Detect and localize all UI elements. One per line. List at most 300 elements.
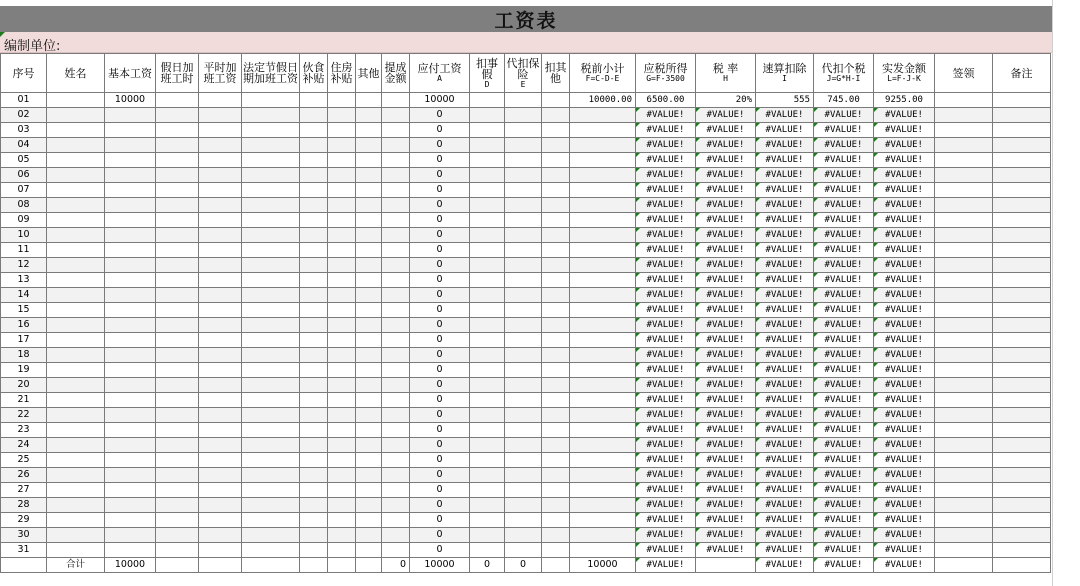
tax-rate-cell[interactable]: #VALUE! bbox=[696, 333, 756, 348]
overtime-pay-cell[interactable] bbox=[199, 348, 242, 363]
statutory-overtime-cell[interactable] bbox=[242, 273, 300, 288]
income-tax-cell[interactable]: #VALUE! bbox=[814, 333, 874, 348]
totals-meal-allowance-cell[interactable] bbox=[300, 558, 328, 573]
housing-allowance-cell[interactable] bbox=[328, 363, 356, 378]
insurance-cell[interactable] bbox=[505, 483, 542, 498]
name-cell[interactable] bbox=[47, 228, 105, 243]
quick-deduction-cell[interactable]: #VALUE! bbox=[756, 213, 814, 228]
commission-cell[interactable] bbox=[382, 183, 410, 198]
other-cell[interactable] bbox=[356, 183, 382, 198]
other-cell[interactable] bbox=[356, 168, 382, 183]
holiday-hours-cell[interactable] bbox=[156, 93, 199, 108]
insurance-cell[interactable] bbox=[505, 213, 542, 228]
signature-cell[interactable] bbox=[935, 363, 993, 378]
pretax-cell[interactable] bbox=[570, 378, 636, 393]
quick-deduction-cell[interactable]: #VALUE! bbox=[756, 273, 814, 288]
payable-cell[interactable]: 0 bbox=[410, 423, 470, 438]
other-cell[interactable] bbox=[356, 378, 382, 393]
taxable-cell[interactable]: #VALUE! bbox=[636, 288, 696, 303]
leave-deduction-cell[interactable] bbox=[470, 288, 505, 303]
tax-rate-cell[interactable]: #VALUE! bbox=[696, 288, 756, 303]
net-pay-cell[interactable]: #VALUE! bbox=[874, 198, 935, 213]
taxable-cell[interactable]: 6500.00 bbox=[636, 93, 696, 108]
seq-cell[interactable]: 13 bbox=[1, 273, 47, 288]
base-salary-cell[interactable] bbox=[105, 108, 156, 123]
taxable-cell[interactable]: #VALUE! bbox=[636, 333, 696, 348]
tax-rate-cell[interactable]: #VALUE! bbox=[696, 498, 756, 513]
income-tax-cell[interactable]: #VALUE! bbox=[814, 273, 874, 288]
pretax-cell[interactable] bbox=[570, 288, 636, 303]
housing-allowance-cell[interactable] bbox=[328, 408, 356, 423]
seq-cell[interactable]: 20 bbox=[1, 378, 47, 393]
insurance-cell[interactable] bbox=[505, 228, 542, 243]
leave-deduction-cell[interactable] bbox=[470, 123, 505, 138]
commission-cell[interactable] bbox=[382, 228, 410, 243]
seq-cell[interactable]: 01 bbox=[1, 93, 47, 108]
net-pay-cell[interactable]: #VALUE! bbox=[874, 498, 935, 513]
totals-other-deduction-cell[interactable] bbox=[542, 558, 570, 573]
meal-allowance-cell[interactable] bbox=[300, 333, 328, 348]
meal-allowance-cell[interactable] bbox=[300, 363, 328, 378]
taxable-cell[interactable]: #VALUE! bbox=[636, 483, 696, 498]
housing-allowance-cell[interactable] bbox=[328, 348, 356, 363]
tax-rate-cell[interactable]: #VALUE! bbox=[696, 258, 756, 273]
insurance-cell[interactable] bbox=[505, 438, 542, 453]
housing-allowance-cell[interactable] bbox=[328, 243, 356, 258]
leave-deduction-cell[interactable] bbox=[470, 243, 505, 258]
seq-cell[interactable]: 22 bbox=[1, 408, 47, 423]
quick-deduction-cell[interactable]: #VALUE! bbox=[756, 513, 814, 528]
leave-deduction-cell[interactable] bbox=[470, 333, 505, 348]
meal-allowance-cell[interactable] bbox=[300, 138, 328, 153]
other-cell[interactable] bbox=[356, 318, 382, 333]
leave-deduction-cell[interactable] bbox=[470, 423, 505, 438]
other-cell[interactable] bbox=[356, 348, 382, 363]
totals-other-cell[interactable] bbox=[356, 558, 382, 573]
pretax-cell[interactable] bbox=[570, 438, 636, 453]
insurance-cell[interactable] bbox=[505, 498, 542, 513]
income-tax-cell[interactable]: #VALUE! bbox=[814, 363, 874, 378]
holiday-hours-cell[interactable] bbox=[156, 138, 199, 153]
pretax-cell[interactable] bbox=[570, 123, 636, 138]
income-tax-cell[interactable]: #VALUE! bbox=[814, 438, 874, 453]
signature-cell[interactable] bbox=[935, 258, 993, 273]
net-pay-cell[interactable]: #VALUE! bbox=[874, 258, 935, 273]
pretax-cell[interactable] bbox=[570, 513, 636, 528]
totals-income-tax-cell[interactable]: #VALUE! bbox=[814, 558, 874, 573]
name-cell[interactable] bbox=[47, 453, 105, 468]
base-salary-cell[interactable] bbox=[105, 288, 156, 303]
other-cell[interactable] bbox=[356, 288, 382, 303]
insurance-cell[interactable] bbox=[505, 123, 542, 138]
holiday-hours-cell[interactable] bbox=[156, 528, 199, 543]
tax-rate-cell[interactable]: #VALUE! bbox=[696, 228, 756, 243]
payable-cell[interactable]: 0 bbox=[410, 528, 470, 543]
taxable-cell[interactable]: #VALUE! bbox=[636, 498, 696, 513]
commission-cell[interactable] bbox=[382, 468, 410, 483]
holiday-hours-cell[interactable] bbox=[156, 468, 199, 483]
payable-cell[interactable]: 0 bbox=[410, 483, 470, 498]
payable-cell[interactable]: 10000 bbox=[410, 93, 470, 108]
taxable-cell[interactable]: #VALUE! bbox=[636, 228, 696, 243]
base-salary-cell[interactable] bbox=[105, 273, 156, 288]
insurance-cell[interactable] bbox=[505, 108, 542, 123]
meal-allowance-cell[interactable] bbox=[300, 183, 328, 198]
net-pay-cell[interactable]: #VALUE! bbox=[874, 423, 935, 438]
income-tax-cell[interactable]: #VALUE! bbox=[814, 423, 874, 438]
other-deduction-cell[interactable] bbox=[542, 138, 570, 153]
commission-cell[interactable] bbox=[382, 288, 410, 303]
taxable-cell[interactable]: #VALUE! bbox=[636, 318, 696, 333]
tax-rate-cell[interactable]: #VALUE! bbox=[696, 423, 756, 438]
payable-cell[interactable]: 0 bbox=[410, 453, 470, 468]
housing-allowance-cell[interactable] bbox=[328, 153, 356, 168]
housing-allowance-cell[interactable] bbox=[328, 333, 356, 348]
signature-cell[interactable] bbox=[935, 393, 993, 408]
payable-cell[interactable]: 0 bbox=[410, 333, 470, 348]
income-tax-cell[interactable]: #VALUE! bbox=[814, 213, 874, 228]
totals-seq-cell[interactable] bbox=[1, 558, 47, 573]
net-pay-cell[interactable]: #VALUE! bbox=[874, 288, 935, 303]
pretax-cell[interactable] bbox=[570, 258, 636, 273]
payable-cell[interactable]: 0 bbox=[410, 288, 470, 303]
leave-deduction-cell[interactable] bbox=[470, 363, 505, 378]
housing-allowance-cell[interactable] bbox=[328, 273, 356, 288]
housing-allowance-cell[interactable] bbox=[328, 228, 356, 243]
unit-cell[interactable] bbox=[0, 32, 1052, 53]
quick-deduction-cell[interactable]: #VALUE! bbox=[756, 303, 814, 318]
housing-allowance-cell[interactable] bbox=[328, 438, 356, 453]
statutory-overtime-cell[interactable] bbox=[242, 393, 300, 408]
holiday-hours-cell[interactable] bbox=[156, 258, 199, 273]
other-deduction-cell[interactable] bbox=[542, 318, 570, 333]
leave-deduction-cell[interactable] bbox=[470, 453, 505, 468]
pretax-cell[interactable] bbox=[570, 498, 636, 513]
meal-allowance-cell[interactable] bbox=[300, 213, 328, 228]
pretax-cell[interactable] bbox=[570, 333, 636, 348]
statutory-overtime-cell[interactable] bbox=[242, 468, 300, 483]
net-pay-cell[interactable]: 9255.00 bbox=[874, 93, 935, 108]
pretax-cell[interactable] bbox=[570, 273, 636, 288]
housing-allowance-cell[interactable] bbox=[328, 423, 356, 438]
leave-deduction-cell[interactable] bbox=[470, 468, 505, 483]
leave-deduction-cell[interactable] bbox=[470, 318, 505, 333]
overtime-pay-cell[interactable] bbox=[199, 123, 242, 138]
name-cell[interactable] bbox=[47, 363, 105, 378]
seq-cell[interactable]: 30 bbox=[1, 528, 47, 543]
taxable-cell[interactable]: #VALUE! bbox=[636, 198, 696, 213]
name-cell[interactable] bbox=[47, 303, 105, 318]
signature-cell[interactable] bbox=[935, 348, 993, 363]
leave-deduction-cell[interactable] bbox=[470, 378, 505, 393]
holiday-hours-cell[interactable] bbox=[156, 513, 199, 528]
name-cell[interactable] bbox=[47, 153, 105, 168]
statutory-overtime-cell[interactable] bbox=[242, 258, 300, 273]
commission-cell[interactable] bbox=[382, 438, 410, 453]
statutory-overtime-cell[interactable] bbox=[242, 378, 300, 393]
income-tax-cell[interactable]: #VALUE! bbox=[814, 198, 874, 213]
base-salary-cell[interactable] bbox=[105, 543, 156, 558]
totals-signature-cell[interactable] bbox=[935, 558, 993, 573]
base-salary-cell[interactable] bbox=[105, 183, 156, 198]
quick-deduction-cell[interactable]: #VALUE! bbox=[756, 483, 814, 498]
remarks-cell[interactable] bbox=[993, 198, 1051, 213]
payable-cell[interactable]: 0 bbox=[410, 363, 470, 378]
holiday-hours-cell[interactable] bbox=[156, 183, 199, 198]
seq-cell[interactable]: 10 bbox=[1, 228, 47, 243]
net-pay-cell[interactable]: #VALUE! bbox=[874, 408, 935, 423]
meal-allowance-cell[interactable] bbox=[300, 423, 328, 438]
quick-deduction-cell[interactable]: #VALUE! bbox=[756, 528, 814, 543]
other-deduction-cell[interactable] bbox=[542, 543, 570, 558]
name-cell[interactable] bbox=[47, 528, 105, 543]
leave-deduction-cell[interactable] bbox=[470, 528, 505, 543]
tax-rate-cell[interactable]: #VALUE! bbox=[696, 528, 756, 543]
title-cell[interactable] bbox=[0, 6, 1052, 33]
statutory-overtime-cell[interactable] bbox=[242, 228, 300, 243]
insurance-cell[interactable] bbox=[505, 168, 542, 183]
payable-cell[interactable]: 0 bbox=[410, 138, 470, 153]
name-cell[interactable] bbox=[47, 348, 105, 363]
other-cell[interactable] bbox=[356, 198, 382, 213]
leave-deduction-cell[interactable] bbox=[470, 258, 505, 273]
holiday-hours-cell[interactable] bbox=[156, 393, 199, 408]
totals-statutory-overtime-cell[interactable] bbox=[242, 558, 300, 573]
holiday-hours-cell[interactable] bbox=[156, 108, 199, 123]
seq-cell[interactable]: 15 bbox=[1, 303, 47, 318]
other-deduction-cell[interactable] bbox=[542, 438, 570, 453]
holiday-hours-cell[interactable] bbox=[156, 333, 199, 348]
tax-rate-cell[interactable]: #VALUE! bbox=[696, 513, 756, 528]
tax-rate-cell[interactable]: #VALUE! bbox=[696, 303, 756, 318]
quick-deduction-cell[interactable]: #VALUE! bbox=[756, 183, 814, 198]
housing-allowance-cell[interactable] bbox=[328, 123, 356, 138]
meal-allowance-cell[interactable] bbox=[300, 393, 328, 408]
signature-cell[interactable] bbox=[935, 453, 993, 468]
seq-cell[interactable]: 05 bbox=[1, 153, 47, 168]
commission-cell[interactable] bbox=[382, 528, 410, 543]
commission-cell[interactable] bbox=[382, 213, 410, 228]
pretax-cell[interactable] bbox=[570, 228, 636, 243]
column-header[interactable] bbox=[696, 54, 756, 93]
income-tax-cell[interactable]: #VALUE! bbox=[814, 108, 874, 123]
overtime-pay-cell[interactable] bbox=[199, 378, 242, 393]
statutory-overtime-cell[interactable] bbox=[242, 198, 300, 213]
overtime-pay-cell[interactable] bbox=[199, 333, 242, 348]
leave-deduction-cell[interactable] bbox=[470, 498, 505, 513]
seq-cell[interactable]: 14 bbox=[1, 288, 47, 303]
commission-cell[interactable] bbox=[382, 543, 410, 558]
leave-deduction-cell[interactable] bbox=[470, 483, 505, 498]
tax-rate-cell[interactable]: #VALUE! bbox=[696, 408, 756, 423]
holiday-hours-cell[interactable] bbox=[156, 153, 199, 168]
seq-cell[interactable]: 16 bbox=[1, 318, 47, 333]
insurance-cell[interactable] bbox=[505, 258, 542, 273]
base-salary-cell[interactable] bbox=[105, 168, 156, 183]
signature-cell[interactable] bbox=[935, 513, 993, 528]
statutory-overtime-cell[interactable] bbox=[242, 528, 300, 543]
signature-cell[interactable] bbox=[935, 543, 993, 558]
statutory-overtime-cell[interactable] bbox=[242, 543, 300, 558]
insurance-cell[interactable] bbox=[505, 288, 542, 303]
pretax-cell[interactable] bbox=[570, 318, 636, 333]
taxable-cell[interactable]: #VALUE! bbox=[636, 513, 696, 528]
income-tax-cell[interactable]: 745.00 bbox=[814, 93, 874, 108]
quick-deduction-cell[interactable]: #VALUE! bbox=[756, 288, 814, 303]
payable-cell[interactable]: 0 bbox=[410, 213, 470, 228]
pretax-cell[interactable] bbox=[570, 198, 636, 213]
insurance-cell[interactable] bbox=[505, 333, 542, 348]
signature-cell[interactable] bbox=[935, 303, 993, 318]
meal-allowance-cell[interactable] bbox=[300, 528, 328, 543]
payable-cell[interactable]: 0 bbox=[410, 183, 470, 198]
base-salary-cell[interactable] bbox=[105, 198, 156, 213]
payable-cell[interactable]: 0 bbox=[410, 303, 470, 318]
payable-cell[interactable]: 0 bbox=[410, 543, 470, 558]
housing-allowance-cell[interactable] bbox=[328, 528, 356, 543]
quick-deduction-cell[interactable]: #VALUE! bbox=[756, 348, 814, 363]
meal-allowance-cell[interactable] bbox=[300, 123, 328, 138]
totals-commission-cell[interactable]: 0 bbox=[382, 558, 410, 573]
insurance-cell[interactable] bbox=[505, 378, 542, 393]
income-tax-cell[interactable]: #VALUE! bbox=[814, 483, 874, 498]
meal-allowance-cell[interactable] bbox=[300, 498, 328, 513]
other-deduction-cell[interactable] bbox=[542, 213, 570, 228]
payable-cell[interactable]: 0 bbox=[410, 408, 470, 423]
signature-cell[interactable] bbox=[935, 138, 993, 153]
leave-deduction-cell[interactable] bbox=[470, 438, 505, 453]
holiday-hours-cell[interactable] bbox=[156, 213, 199, 228]
other-deduction-cell[interactable] bbox=[542, 408, 570, 423]
base-salary-cell[interactable]: 10000 bbox=[105, 93, 156, 108]
column-header[interactable] bbox=[814, 54, 874, 93]
income-tax-cell[interactable]: #VALUE! bbox=[814, 408, 874, 423]
holiday-hours-cell[interactable] bbox=[156, 318, 199, 333]
totals-insurance-cell[interactable]: 0 bbox=[505, 558, 542, 573]
taxable-cell[interactable]: #VALUE! bbox=[636, 153, 696, 168]
seq-cell[interactable]: 03 bbox=[1, 123, 47, 138]
quick-deduction-cell[interactable]: #VALUE! bbox=[756, 198, 814, 213]
net-pay-cell[interactable]: #VALUE! bbox=[874, 108, 935, 123]
remarks-cell[interactable] bbox=[993, 498, 1051, 513]
net-pay-cell[interactable]: #VALUE! bbox=[874, 243, 935, 258]
quick-deduction-cell[interactable]: #VALUE! bbox=[756, 153, 814, 168]
net-pay-cell[interactable]: #VALUE! bbox=[874, 228, 935, 243]
other-cell[interactable] bbox=[356, 108, 382, 123]
insurance-cell[interactable] bbox=[505, 183, 542, 198]
signature-cell[interactable] bbox=[935, 228, 993, 243]
remarks-cell[interactable] bbox=[993, 453, 1051, 468]
seq-cell[interactable]: 23 bbox=[1, 423, 47, 438]
overtime-pay-cell[interactable] bbox=[199, 498, 242, 513]
other-cell[interactable] bbox=[356, 498, 382, 513]
income-tax-cell[interactable]: #VALUE! bbox=[814, 243, 874, 258]
leave-deduction-cell[interactable] bbox=[470, 153, 505, 168]
meal-allowance-cell[interactable] bbox=[300, 273, 328, 288]
totals-quick-deduction-cell[interactable]: #VALUE! bbox=[756, 558, 814, 573]
base-salary-cell[interactable] bbox=[105, 153, 156, 168]
net-pay-cell[interactable]: #VALUE! bbox=[874, 318, 935, 333]
leave-deduction-cell[interactable] bbox=[470, 183, 505, 198]
income-tax-cell[interactable]: #VALUE! bbox=[814, 348, 874, 363]
commission-cell[interactable] bbox=[382, 273, 410, 288]
overtime-pay-cell[interactable] bbox=[199, 108, 242, 123]
seq-cell[interactable]: 06 bbox=[1, 168, 47, 183]
taxable-cell[interactable]: #VALUE! bbox=[636, 168, 696, 183]
seq-cell[interactable]: 17 bbox=[1, 333, 47, 348]
payable-cell[interactable]: 0 bbox=[410, 153, 470, 168]
base-salary-cell[interactable] bbox=[105, 498, 156, 513]
holiday-hours-cell[interactable] bbox=[156, 348, 199, 363]
taxable-cell[interactable]: #VALUE! bbox=[636, 213, 696, 228]
overtime-pay-cell[interactable] bbox=[199, 303, 242, 318]
column-header[interactable] bbox=[505, 54, 542, 93]
commission-cell[interactable] bbox=[382, 108, 410, 123]
tax-rate-cell[interactable]: #VALUE! bbox=[696, 468, 756, 483]
quick-deduction-cell[interactable]: #VALUE! bbox=[756, 258, 814, 273]
base-salary-cell[interactable] bbox=[105, 348, 156, 363]
remarks-cell[interactable] bbox=[993, 303, 1051, 318]
net-pay-cell[interactable]: #VALUE! bbox=[874, 138, 935, 153]
other-deduction-cell[interactable] bbox=[542, 393, 570, 408]
name-cell[interactable] bbox=[47, 138, 105, 153]
other-deduction-cell[interactable] bbox=[542, 93, 570, 108]
totals-tax-rate-cell[interactable] bbox=[696, 558, 756, 573]
overtime-pay-cell[interactable] bbox=[199, 483, 242, 498]
holiday-hours-cell[interactable] bbox=[156, 378, 199, 393]
taxable-cell[interactable]: #VALUE! bbox=[636, 258, 696, 273]
leave-deduction-cell[interactable] bbox=[470, 108, 505, 123]
taxable-cell[interactable]: #VALUE! bbox=[636, 393, 696, 408]
net-pay-cell[interactable]: #VALUE! bbox=[874, 513, 935, 528]
signature-cell[interactable] bbox=[935, 288, 993, 303]
other-deduction-cell[interactable] bbox=[542, 453, 570, 468]
overtime-pay-cell[interactable] bbox=[199, 363, 242, 378]
other-deduction-cell[interactable] bbox=[542, 378, 570, 393]
holiday-hours-cell[interactable] bbox=[156, 168, 199, 183]
quick-deduction-cell[interactable]: #VALUE! bbox=[756, 228, 814, 243]
taxable-cell[interactable]: #VALUE! bbox=[636, 378, 696, 393]
net-pay-cell[interactable]: #VALUE! bbox=[874, 168, 935, 183]
signature-cell[interactable] bbox=[935, 108, 993, 123]
commission-cell[interactable] bbox=[382, 243, 410, 258]
base-salary-cell[interactable] bbox=[105, 513, 156, 528]
meal-allowance-cell[interactable] bbox=[300, 288, 328, 303]
quick-deduction-cell[interactable]: #VALUE! bbox=[756, 138, 814, 153]
totals-holiday-hours-cell[interactable] bbox=[156, 558, 199, 573]
other-cell[interactable] bbox=[356, 543, 382, 558]
other-cell[interactable] bbox=[356, 363, 382, 378]
taxable-cell[interactable]: #VALUE! bbox=[636, 453, 696, 468]
commission-cell[interactable] bbox=[382, 393, 410, 408]
holiday-hours-cell[interactable] bbox=[156, 243, 199, 258]
tax-rate-cell[interactable]: #VALUE! bbox=[696, 198, 756, 213]
totals-base-salary-cell[interactable]: 10000 bbox=[105, 558, 156, 573]
insurance-cell[interactable] bbox=[505, 198, 542, 213]
meal-allowance-cell[interactable] bbox=[300, 243, 328, 258]
other-cell[interactable] bbox=[356, 423, 382, 438]
remarks-cell[interactable] bbox=[993, 153, 1051, 168]
leave-deduction-cell[interactable] bbox=[470, 303, 505, 318]
pretax-cell[interactable] bbox=[570, 393, 636, 408]
column-header[interactable] bbox=[874, 54, 935, 93]
pretax-cell[interactable] bbox=[570, 213, 636, 228]
statutory-overtime-cell[interactable] bbox=[242, 438, 300, 453]
overtime-pay-cell[interactable] bbox=[199, 138, 242, 153]
commission-cell[interactable] bbox=[382, 408, 410, 423]
income-tax-cell[interactable]: #VALUE! bbox=[814, 288, 874, 303]
seq-cell[interactable]: 28 bbox=[1, 498, 47, 513]
